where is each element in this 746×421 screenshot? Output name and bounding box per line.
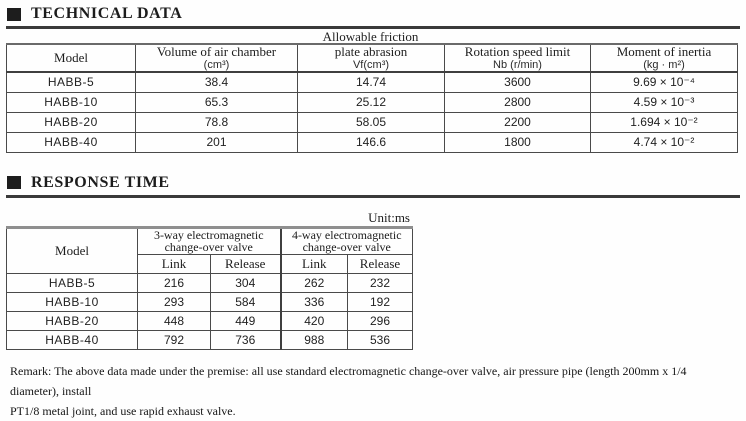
cell-4way-release: 536 (348, 330, 413, 349)
sub-header-4way-release: Release (348, 254, 413, 273)
cell-3way-link: 792 (138, 330, 211, 349)
column-header-rotation-speed: Rotation speed limit Nb (r/min) (445, 44, 591, 72)
cell-abrasion: 146.6 (298, 132, 445, 152)
cell-speed: 2200 (445, 112, 591, 132)
cell-3way-link: 216 (138, 273, 211, 292)
section-marker-icon (7, 176, 21, 189)
section-title: RESPONSE TIME (31, 173, 170, 191)
column-header-abrasion: plate abrasion Vf(cm³) (298, 44, 445, 72)
cell-4way-release: 296 (348, 311, 413, 330)
column-header-inertia: Moment of inertia (kg · m²) (591, 44, 738, 72)
cell-model: HABB-20 (7, 311, 138, 330)
cell-3way-release: 736 (211, 330, 281, 349)
cell-speed: 3600 (445, 72, 591, 92)
cell-model: HABB-5 (7, 273, 138, 292)
overflow-column-header: Allowable friction (322, 29, 419, 44)
group-header-3way: 3-way electromagnetic change-over valve (138, 227, 281, 254)
cell-abrasion: 14.74 (298, 72, 445, 92)
cell-speed: 1800 (445, 132, 591, 152)
cell-3way-link: 448 (138, 311, 211, 330)
column-header-model: Model (7, 227, 138, 273)
response-time-table (6, 226, 413, 350)
remark-line-1: Remark: The above data made under the premise: all use standard electromagnetic change-over valve, air pressure pipe (length 200mm x 1/4 diameter), install (10, 363, 687, 398)
remark-text (10, 361, 738, 421)
cell-model: HABB-5 (7, 72, 136, 92)
cell-abrasion: 58.05 (298, 112, 445, 132)
column-header-volume: Volume of air chamber (cm³) (136, 44, 298, 72)
column-header-model: Model (7, 44, 136, 72)
cell-inertia: 4.59 × 10⁻³ (591, 92, 738, 112)
cell-3way-release: 584 (211, 292, 281, 311)
sub-header-3way-link: Link (138, 254, 211, 273)
table-row (7, 273, 413, 292)
table-row (7, 92, 738, 112)
table-header-row (7, 44, 738, 72)
technical-data-table-wrapper (6, 29, 737, 153)
cell-abrasion: 25.12 (298, 92, 445, 112)
section-header-response-time (6, 174, 740, 198)
cell-4way-link: 420 (281, 311, 348, 330)
sub-header-4way-link: Link (281, 254, 348, 273)
cell-inertia: 4.74 × 10⁻² (591, 132, 738, 152)
table-group-header-row (7, 227, 413, 254)
cell-model: HABB-10 (7, 92, 136, 112)
table-row (7, 132, 738, 152)
section-marker-icon (7, 8, 21, 21)
cell-4way-link: 262 (281, 273, 348, 292)
cell-volume: 78.8 (136, 112, 298, 132)
cell-3way-release: 304 (211, 273, 281, 292)
remark-line-2: PT1/8 metal joint, and use rapid exhaust valve. (10, 403, 236, 418)
unit-label: Unit:ms (368, 209, 410, 225)
cell-inertia: 1.694 × 10⁻² (591, 112, 738, 132)
cell-model: HABB-40 (7, 132, 136, 152)
cell-3way-release: 449 (211, 311, 281, 330)
group-header-4way: 4-way electromagnetic change-over valve (281, 227, 413, 254)
cell-4way-release: 192 (348, 292, 413, 311)
table-row (7, 112, 738, 132)
table-row (7, 311, 413, 330)
cell-volume: 65.3 (136, 92, 298, 112)
cell-speed: 2800 (445, 92, 591, 112)
cell-4way-release: 232 (348, 273, 413, 292)
cell-model: HABB-10 (7, 292, 138, 311)
cell-model: HABB-40 (7, 330, 138, 349)
cell-4way-link: 988 (281, 330, 348, 349)
table-row (7, 330, 413, 349)
cell-model: HABB-20 (7, 112, 136, 132)
cell-3way-link: 293 (138, 292, 211, 311)
section-header-technical-data (6, 5, 740, 29)
cell-volume: 201 (136, 132, 298, 152)
table-row (7, 292, 413, 311)
table-row (7, 72, 738, 92)
cell-inertia: 9.69 × 10⁻⁴ (591, 72, 738, 92)
technical-data-table (6, 43, 738, 153)
cell-volume: 38.4 (136, 72, 298, 92)
sub-header-3way-release: Release (211, 254, 281, 273)
section-title: TECHNICAL DATA (31, 5, 183, 22)
cell-4way-link: 336 (281, 292, 348, 311)
